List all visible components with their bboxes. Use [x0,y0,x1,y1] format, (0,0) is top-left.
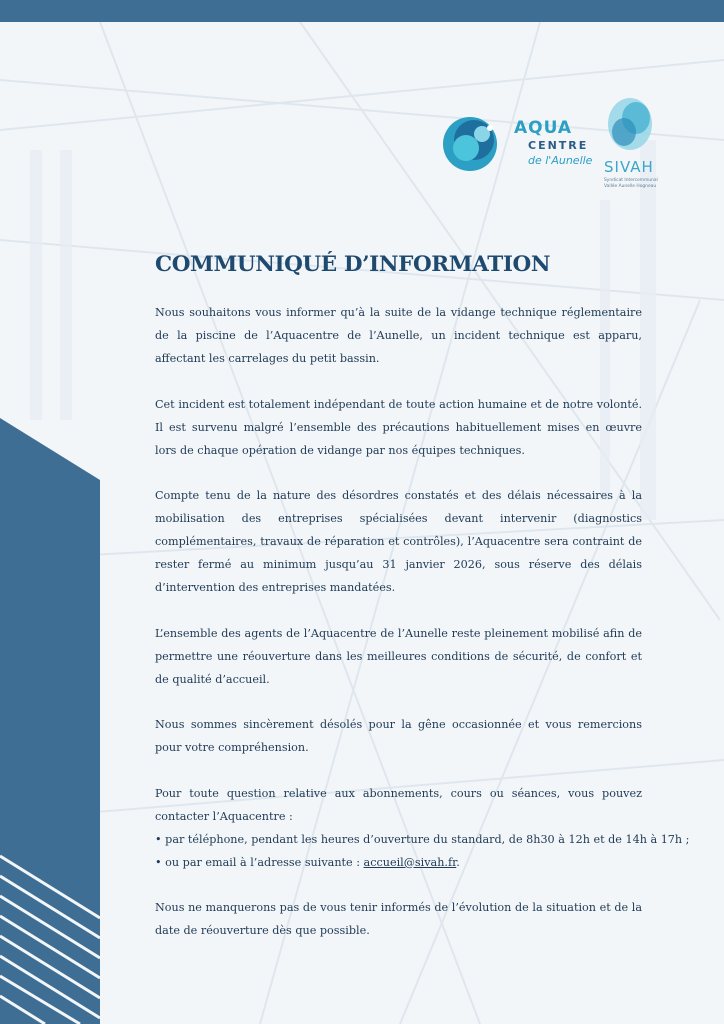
left-decorative-panel [0,418,100,1024]
header-logos [440,96,700,206]
sivah-word: SIVAH [604,158,654,176]
contact-email-suffix: . [456,855,460,869]
sivah-subtitle [604,178,684,190]
top-bar [0,0,724,22]
page-title: COMMUNIQUÉ D’INFORMATION [155,252,551,277]
paragraph-staff: L’ensemble des agents de l’Aquacentre de l’Aunelle reste pleinement mobilisé afin de permettre une réouverture dans les meilleures conditions de sécurité, de confort et de qualité d’accueil. [155,626,642,686]
email-link[interactable]: accueil@sivah.fr [363,855,457,869]
paragraph-closure: Compte tenu de la nature des désordres constatés et des délais nécessaires à la mobilisation des entreprises spécialisées devant intervenir (diagnostics complémentaires, travaux de réparation et contrôles), l’Aquacentre sera contraint de rester fermé au minimum jusqu’au 31 janvier 2026, sous réserve des délais d’intervention des entreprises mandatées. [155,489,642,594]
paragraph-intro: Nous souhaitons vous informer qu’à la suite de la vidange technique réglementaire de la piscine de l’Aquacentre de l’Aunelle, un incident technique est apparu, affectant les carrelages du petit bassin. [155,306,642,365]
sivah-subtitle-line: Syndicat Intercommunal [604,178,658,183]
paragraph-apology: Nous sommes sincèrement désolés pour la gêne occasionnée et vous remercions pour votre compréhension. [155,718,642,754]
sivah-logo [600,96,680,206]
centre-word: CENTRE [528,139,589,152]
communique-body [155,252,690,965]
aqua-centre-logo-icon [440,114,504,174]
aunelle-word: de l'Aunelle [528,154,593,167]
aqua-centre-logo [440,114,593,174]
paragraph-contact [155,782,690,874]
contact-email-item [155,851,642,874]
aqua-word: AQUA [514,118,573,138]
contact-email-prefix: • ou par email à l’adresse suivante : [155,855,364,869]
paragraph-incident: Cet incident est totalement indépendant de toute action humaine et de notre volonté. Il est survenu malgré l’ensemble des précautions habituellement mises en œuvre lors de chaque opération de vidange par nos équipes techniques. [155,397,642,457]
sivah-logo-icon [602,96,662,158]
contact-phone-item: • par téléphone, pendant les heures d’ouverture du standard, de 8h30 à 12h et de 14h à 17h ; [155,832,690,846]
sivah-subtitle-line: Vallée Aunelle Hogneau [604,184,657,189]
contact-intro: Pour toute question relative aux abonnements, cours ou séances, vous pouvez contacter l’Aquacentre : [155,786,642,823]
paragraph-closing: Nous ne manquerons pas de vous tenir informés de l’évolution de la situation et de la date de réouverture dès que possible. [155,901,642,937]
